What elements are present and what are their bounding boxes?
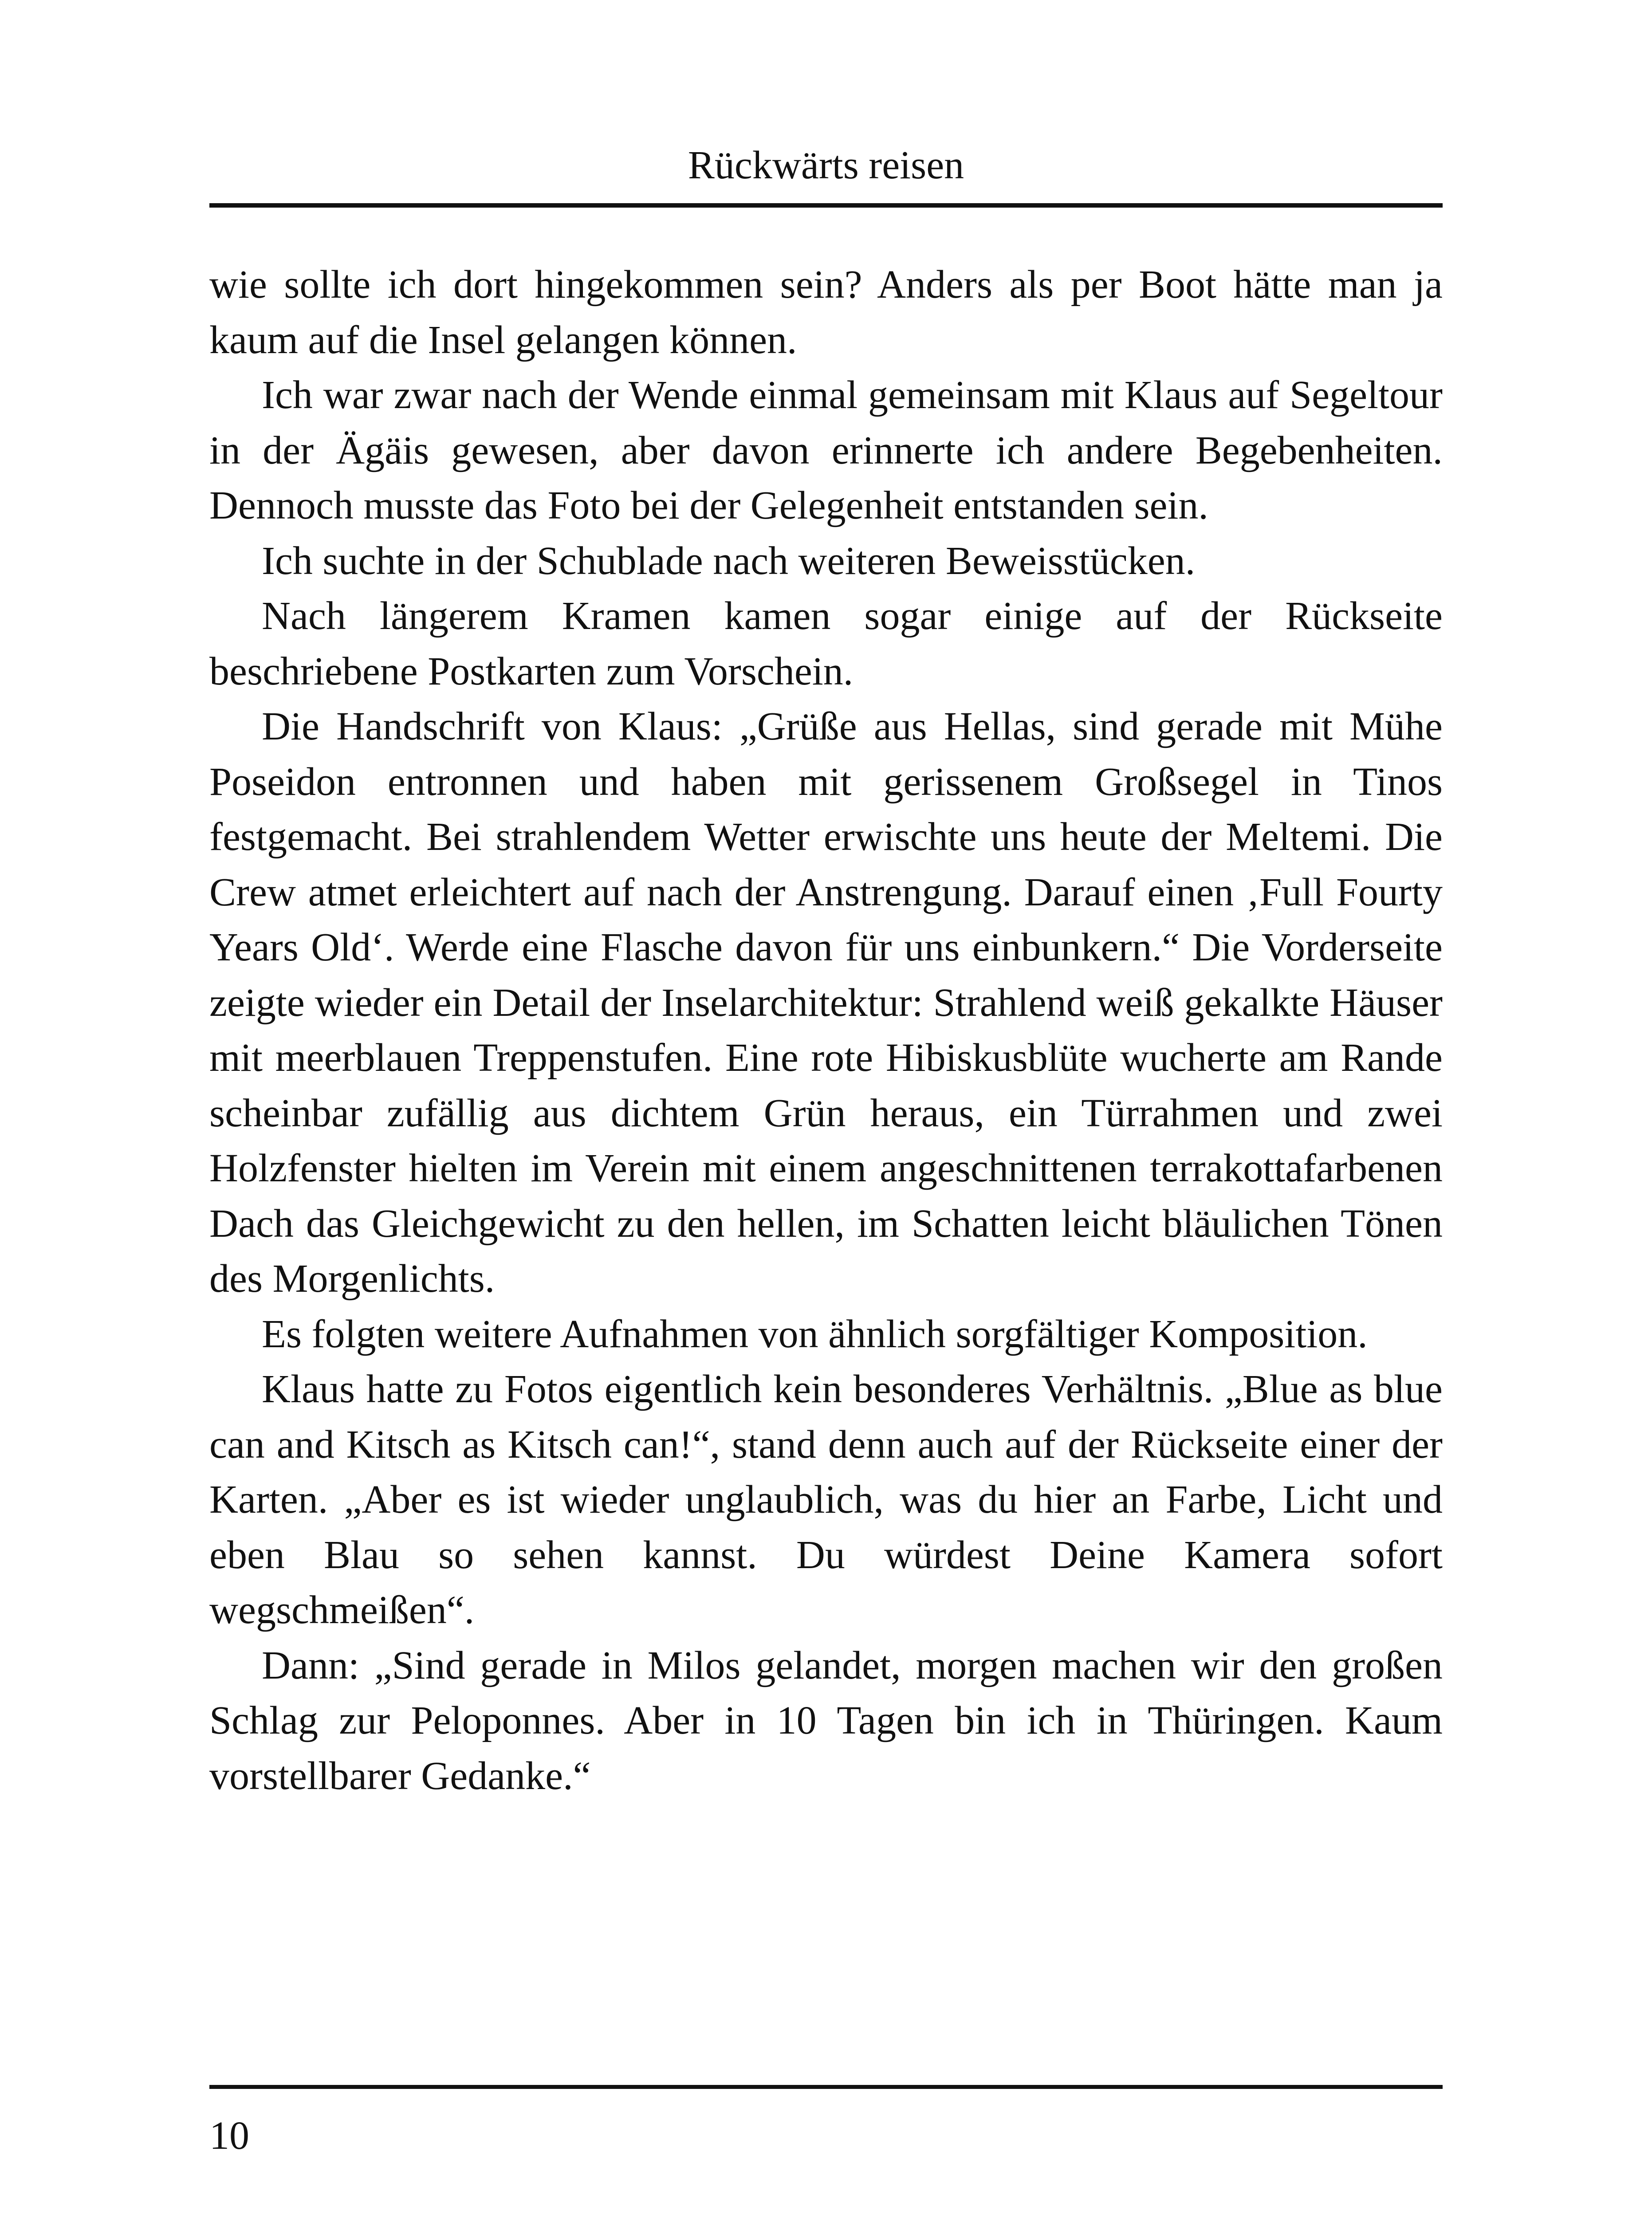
paragraph-1: wie sollte ich dort hingekommen sein? Anders als per Boot hätte man ja kaum auf die Insel gelangen können.	[209, 263, 1443, 362]
running-title: Rückwärts reisen	[688, 143, 964, 187]
footer-rule	[209, 2085, 1443, 2089]
page-header	[209, 133, 1443, 208]
paragraph-4: Nach längerem Kramen kamen sogar einige auf der Rückseite beschriebene Postkarten zum Vorschein.	[209, 594, 1443, 693]
header-rule	[209, 203, 1443, 208]
paragraph-5: Die Handschrift von Klaus: „Grüße aus Hellas, sind gerade mit Mühe Poseidon entronnen und haben mit gerissenem Großsegel in Tinos festgemacht. Bei strahlendem Wetter erwischte uns heute der Meltemi. Die Crew atmet erleichtert auf nach der Anstrengung. Darauf einen ‚Full Fourty Years Old‘. Werde eine Flasche davon für uns einbunkern.“ Die Vorderseite zeigte wieder ein Detail der Inselarchitektur: Strahlend weiß gekalkte Häuser mit meerblauen Treppenstufen. Eine rote Hibiskusblüte wucherte am Rande scheinbar zufällig aus dichtem Grün heraus, ein Türrahmen und zwei Holzfenster hielten im Verein mit einem angeschnittenen terrakottafarbenen Dach das Gleichgewicht zu den hellen, im Schatten leicht bläulichen Tönen des Morgenlichts.	[209, 704, 1443, 1301]
paragraph-8: Dann: „Sind gerade in Milos gelandet, morgen machen wir den großen Schlag zur Peloponnes. Aber in 10 Tagen bin ich in Thüringen. Kaum vorstellbarer Gedanke.“	[209, 1643, 1443, 1798]
body-text	[209, 257, 1443, 1804]
page-footer	[209, 2085, 1443, 2174]
paragraph-6: Es folgten weitere Aufnahmen von ähnlich sorgfältiger Komposition.	[262, 1312, 1368, 1356]
paragraph-7: Klaus hatte zu Fotos eigentlich kein besonderes Verhältnis. „Blue as blue can and Kitsch as Kitsch can!“, stand denn auch auf der Rückseite einer der Karten. „Aber es ist wieder unglaublich, was du hier an Farbe, Licht und eben Blau so sehen kannst. Du würdest Deine Kamera sofort wegschmeißen“.	[209, 1367, 1443, 1632]
paragraph-2: Ich war zwar nach der Wende einmal gemeinsam mit Klaus auf Segeltour in der Ägäis gewesen, aber davon erinnerte ich andere Begebenheiten. Dennoch musste das Foto bei der Gelegenheit entstanden sein.	[209, 373, 1443, 527]
paragraph-3: Ich suchte in der Schublade nach weiteren Beweisstücken.	[262, 539, 1196, 583]
page-number: 10	[209, 2114, 249, 2158]
